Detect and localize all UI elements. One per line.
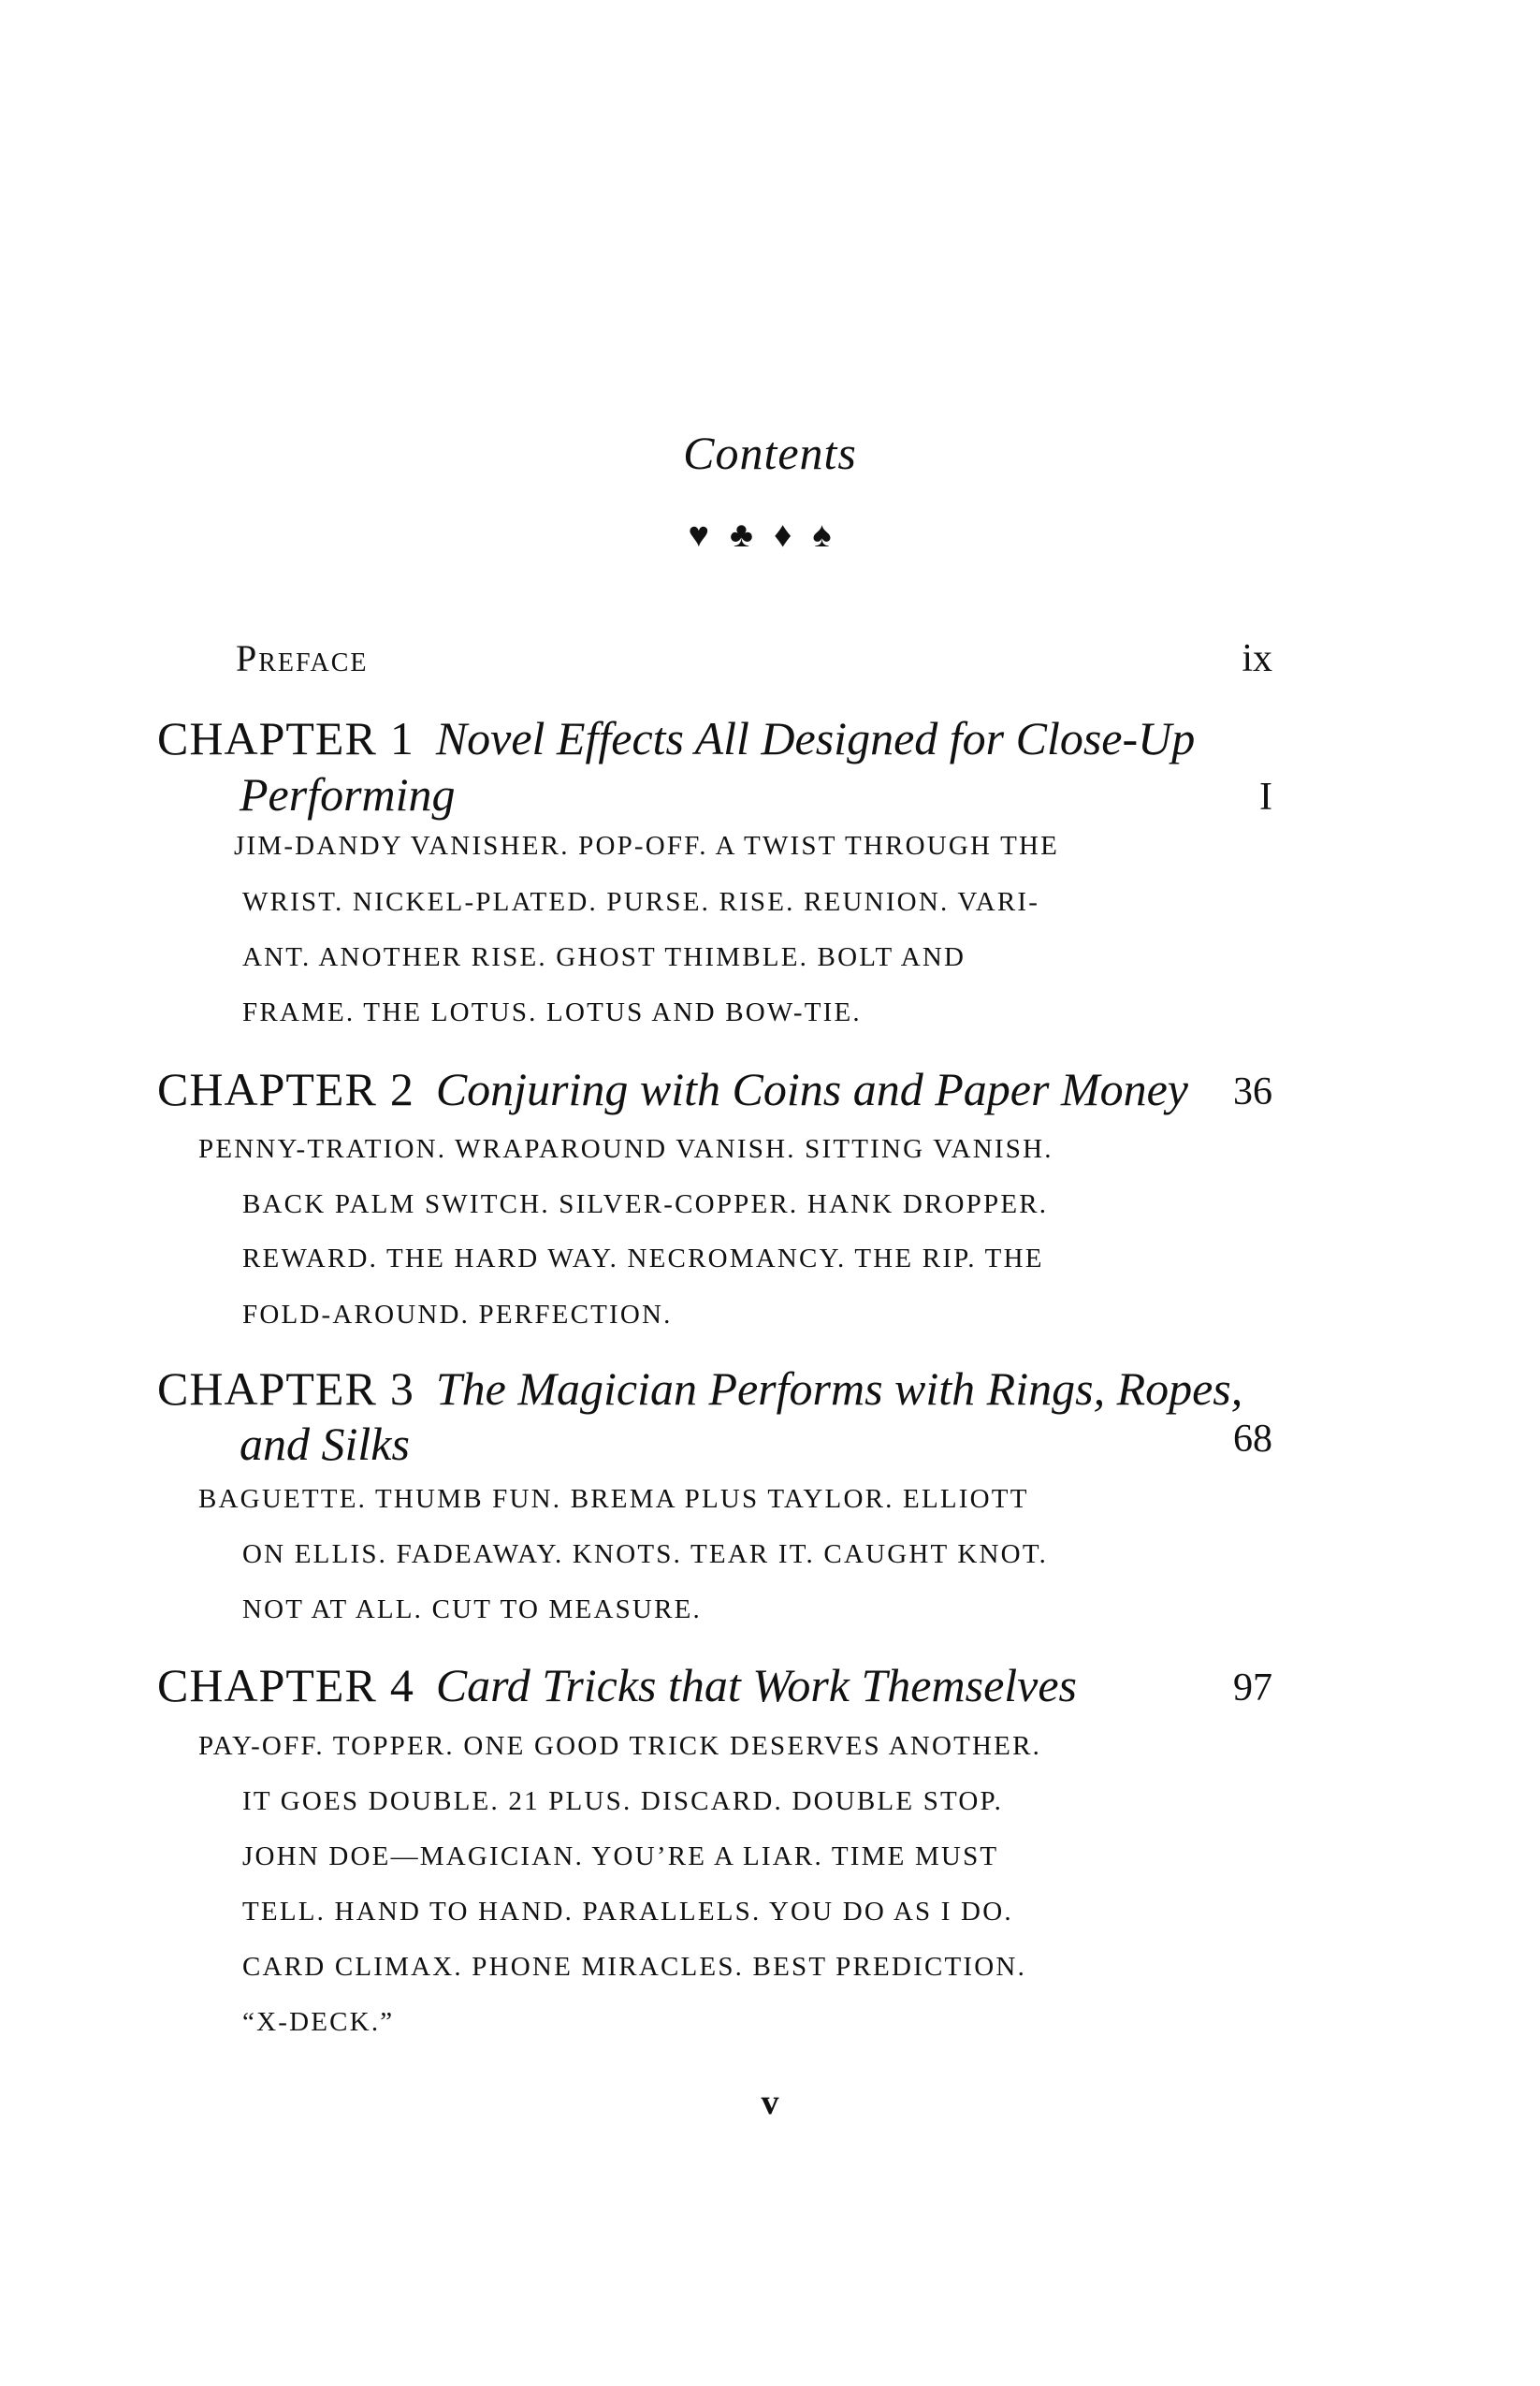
list-item: JIM-DANDY VANISHER. POP-OFF. A TWIST THROUGH THE bbox=[234, 831, 1060, 861]
chapter-title: The Magician Performs with Rings, Ropes, bbox=[435, 1362, 1243, 1415]
list-item: CARD CLIMAX. PHONE MIRACLES. BEST PREDICTION. bbox=[242, 1952, 1027, 1982]
suit-ornament bbox=[0, 515, 1540, 556]
chapter-2-heading bbox=[157, 1062, 1188, 1116]
list-item: FOLD-AROUND. PERFECTION. bbox=[242, 1300, 673, 1330]
list-item: FRAME. THE LOTUS. LOTUS AND BOW-TIE. bbox=[242, 997, 862, 1027]
list-item: PAY-OFF. TOPPER. ONE GOOD TRICK DESERVES ANOTHER. bbox=[198, 1731, 1042, 1761]
chapter-label: CHAPTER bbox=[157, 712, 377, 764]
diamond-icon: ♦ bbox=[773, 516, 813, 555]
list-item: “X-DECK.” bbox=[242, 2007, 395, 2037]
list-item: BACK PALM SWITCH. SILVER-COPPER. HANK DROPPER. bbox=[242, 1189, 1049, 1219]
list-item: ON ELLIS. FADEAWAY. KNOTS. TEAR IT. CAUGHT KNOT. bbox=[242, 1539, 1049, 1569]
chapter-3-page-number: 68 bbox=[1233, 1418, 1272, 1461]
list-item: BAGUETTE. THUMB FUN. BREMA PLUS TAYLOR. ELLIOTT bbox=[198, 1484, 1029, 1514]
list-item: NOT AT ALL. CUT TO MEASURE. bbox=[242, 1594, 702, 1624]
chapter-3-heading bbox=[157, 1361, 1242, 1416]
chapter-number: 2 bbox=[389, 1063, 414, 1115]
chapter-3-title-continued: and Silks bbox=[240, 1418, 410, 1470]
chapter-title: Novel Effects All Designed for Close-Up bbox=[435, 712, 1196, 764]
chapter-4-heading bbox=[157, 1658, 1077, 1712]
list-item: ANT. ANOTHER RISE. GHOST THIMBLE. BOLT AND bbox=[242, 942, 966, 972]
chapter-label: CHAPTER bbox=[157, 1063, 377, 1115]
chapter-title: Conjuring with Coins and Paper Money bbox=[435, 1063, 1188, 1115]
preface-page-number: ix bbox=[1242, 637, 1272, 680]
chapter-1-title-continued: Performing bbox=[240, 768, 456, 821]
chapter-1-page-number: I bbox=[1259, 776, 1272, 819]
list-item: WRIST. NICKEL-PLATED. PURSE. RISE. REUNION. VARI- bbox=[242, 887, 1040, 917]
list-item: JOHN DOE—MAGICIAN. YOU’RE A LIAR. TIME MUST bbox=[242, 1841, 999, 1871]
list-item: REWARD. THE HARD WAY. NECROMANCY. THE RIP. THE bbox=[242, 1244, 1044, 1273]
chapter-number: 1 bbox=[389, 712, 414, 764]
chapter-title: Card Tricks that Work Themselves bbox=[435, 1659, 1077, 1711]
chapter-1-heading bbox=[157, 711, 1195, 765]
chapter-2-page-number: 36 bbox=[1233, 1070, 1272, 1113]
preface-entry-label: Preface bbox=[236, 637, 369, 679]
page-title: Contents bbox=[683, 427, 857, 479]
heart-icon: ♥ bbox=[688, 516, 731, 555]
chapter-label: CHAPTER bbox=[157, 1362, 377, 1415]
page-number: v bbox=[761, 2083, 779, 2122]
list-item: TELL. HAND TO HAND. PARALLELS. YOU DO AS I DO. bbox=[242, 1897, 1013, 1927]
chapter-number: 4 bbox=[389, 1659, 414, 1711]
chapter-number: 3 bbox=[389, 1362, 414, 1415]
chapter-label: CHAPTER bbox=[157, 1659, 377, 1711]
list-item: PENNY-TRATION. WRAPAROUND VANISH. SITTING VANISH. bbox=[198, 1134, 1053, 1164]
club-icon: ♣ bbox=[730, 516, 774, 555]
list-item: IT GOES DOUBLE. 21 PLUS. DISCARD. DOUBLE STOP. bbox=[242, 1786, 1004, 1816]
spade-icon: ♠ bbox=[812, 516, 852, 555]
chapter-4-page-number: 97 bbox=[1233, 1666, 1272, 1709]
